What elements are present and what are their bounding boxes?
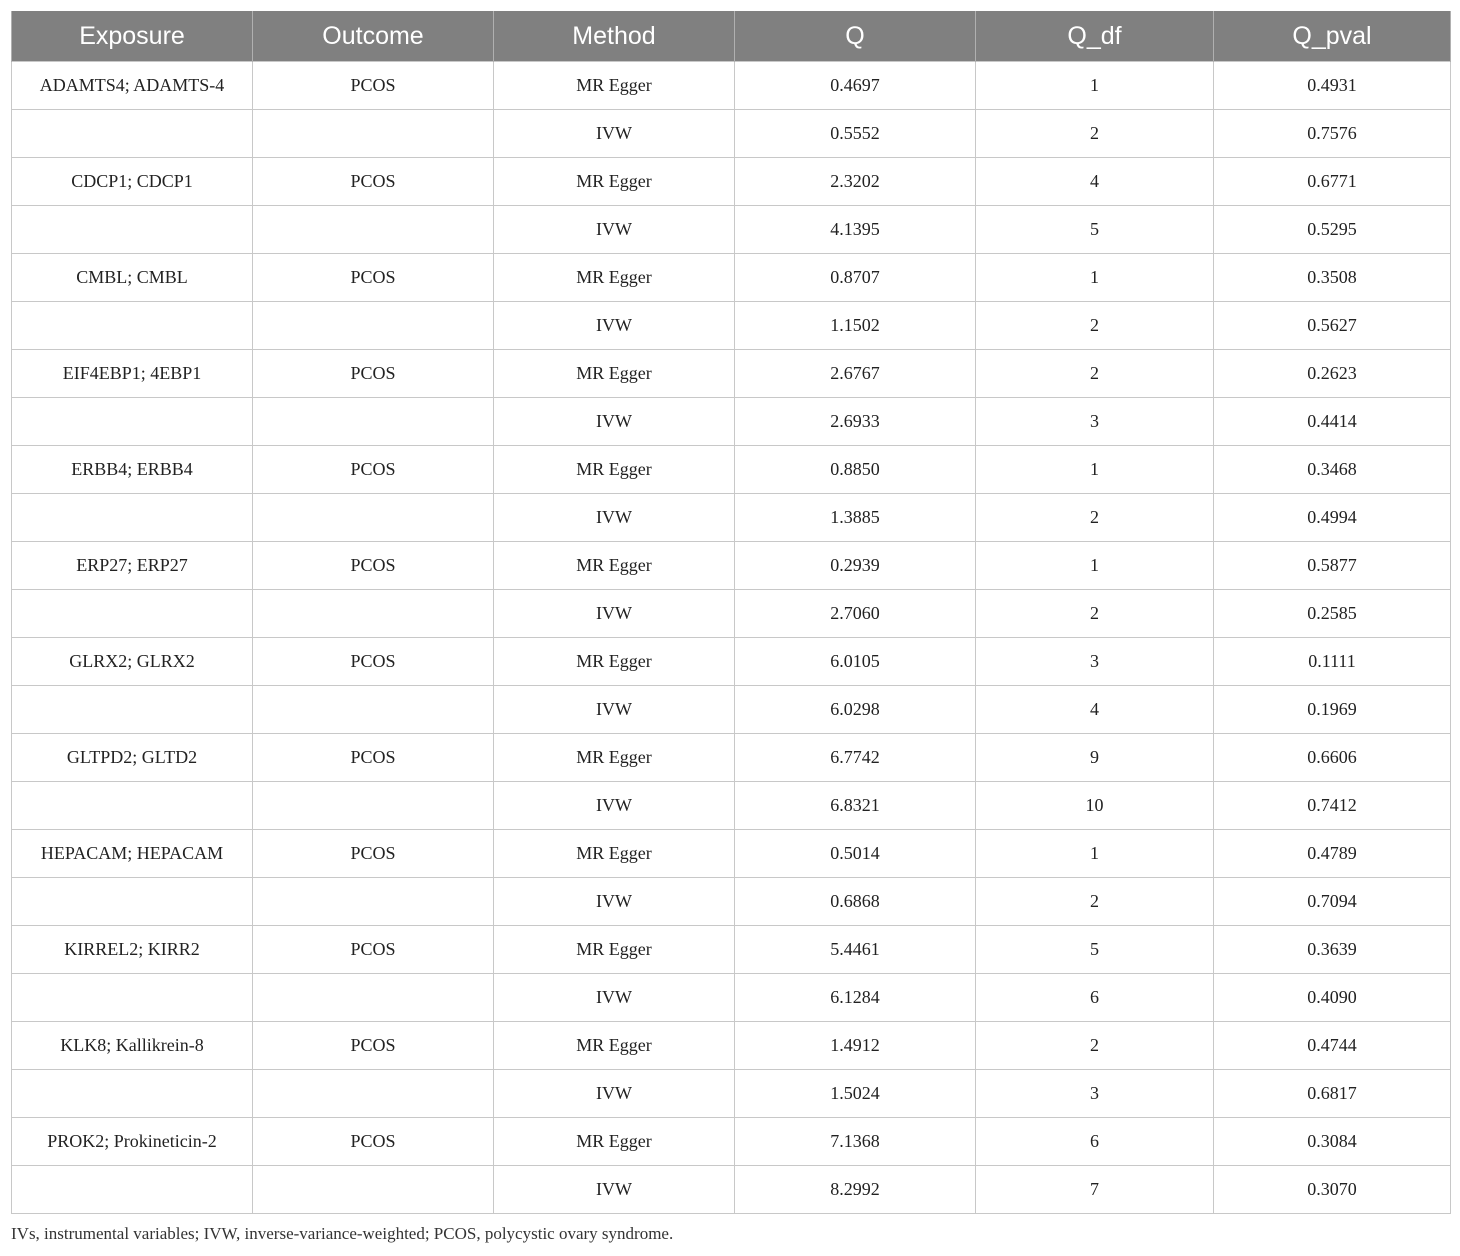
cell-outcome: PCOS: [253, 1118, 494, 1166]
cell-method: IVW: [494, 686, 735, 734]
cell-q-pval: 0.3639: [1214, 926, 1451, 974]
cell-method: IVW: [494, 110, 735, 158]
cell-exposure: [12, 110, 253, 158]
cell-q-pval: 0.3084: [1214, 1118, 1451, 1166]
cell-method: MR Egger: [494, 446, 735, 494]
cell-outcome: PCOS: [253, 734, 494, 782]
table-row: [12, 1166, 1451, 1214]
cell-method: IVW: [494, 494, 735, 542]
cell-exposure: ADAMTS4; ADAMTS-4: [12, 62, 253, 110]
cell-outcome: [253, 782, 494, 830]
cell-q-pval: 0.3508: [1214, 254, 1451, 302]
cell-outcome: [253, 686, 494, 734]
table-row: [12, 254, 1451, 302]
cell-method: MR Egger: [494, 734, 735, 782]
cell-method: MR Egger: [494, 62, 735, 110]
cell-q: 8.2992: [735, 1166, 976, 1214]
cell-q-df: 2: [976, 494, 1214, 542]
header-outcome: Outcome: [253, 11, 494, 62]
table-row: [12, 782, 1451, 830]
cell-q: 6.0105: [735, 638, 976, 686]
cell-q-df: 1: [976, 830, 1214, 878]
cell-q: 6.0298: [735, 686, 976, 734]
cell-q-df: 1: [976, 254, 1214, 302]
cell-q-df: 2: [976, 878, 1214, 926]
cell-exposure: GLTPD2; GLTD2: [12, 734, 253, 782]
table-header: [12, 11, 1451, 62]
table-row: [12, 446, 1451, 494]
cell-outcome: [253, 1070, 494, 1118]
cell-q: 1.4912: [735, 1022, 976, 1070]
cell-q-pval: 0.4994: [1214, 494, 1451, 542]
cell-q-df: 3: [976, 638, 1214, 686]
cell-method: IVW: [494, 398, 735, 446]
cell-method: IVW: [494, 1166, 735, 1214]
cell-q-df: 4: [976, 686, 1214, 734]
table-footnote: IVs, instrumental variables; IVW, inverse-variance-weighted; PCOS, polycystic ovary syndrome.: [11, 1224, 674, 1243]
cell-outcome: [253, 878, 494, 926]
cell-exposure: [12, 878, 253, 926]
cell-q-df: 5: [976, 926, 1214, 974]
cell-outcome: PCOS: [253, 158, 494, 206]
cell-outcome: PCOS: [253, 446, 494, 494]
header-q-df: Q_df: [976, 11, 1214, 62]
header-q-pval: Q_pval: [1214, 11, 1451, 62]
cell-q: 0.8850: [735, 446, 976, 494]
table-row: [12, 686, 1451, 734]
cell-outcome: PCOS: [253, 542, 494, 590]
results-table-container: [11, 11, 1450, 1214]
cell-outcome: PCOS: [253, 830, 494, 878]
cell-q: 4.1395: [735, 206, 976, 254]
cell-method: MR Egger: [494, 1118, 735, 1166]
cell-q-pval: 0.1111: [1214, 638, 1451, 686]
cell-exposure: [12, 1166, 253, 1214]
table-row: [12, 926, 1451, 974]
cell-q-df: 2: [976, 302, 1214, 350]
table-row: [12, 974, 1451, 1022]
cell-q-pval: 0.6817: [1214, 1070, 1451, 1118]
cell-q-pval: 0.7094: [1214, 878, 1451, 926]
cell-method: MR Egger: [494, 350, 735, 398]
cell-outcome: [253, 110, 494, 158]
cell-method: IVW: [494, 974, 735, 1022]
cell-q: 0.6868: [735, 878, 976, 926]
cell-q-df: 1: [976, 62, 1214, 110]
cell-outcome: [253, 590, 494, 638]
cell-q-df: 6: [976, 1118, 1214, 1166]
cell-exposure: GLRX2; GLRX2: [12, 638, 253, 686]
cell-exposure: ERP27; ERP27: [12, 542, 253, 590]
cell-method: IVW: [494, 1070, 735, 1118]
cell-outcome: [253, 974, 494, 1022]
cell-outcome: [253, 398, 494, 446]
cell-method: MR Egger: [494, 542, 735, 590]
cell-q-df: 2: [976, 1022, 1214, 1070]
cell-q: 2.6767: [735, 350, 976, 398]
cell-method: IVW: [494, 206, 735, 254]
cell-method: MR Egger: [494, 638, 735, 686]
table-row: [12, 302, 1451, 350]
cell-exposure: [12, 590, 253, 638]
cell-q-pval: 0.4744: [1214, 1022, 1451, 1070]
cell-q-pval: 0.3070: [1214, 1166, 1451, 1214]
cell-q-df: 9: [976, 734, 1214, 782]
cell-method: MR Egger: [494, 158, 735, 206]
cell-q-pval: 0.2623: [1214, 350, 1451, 398]
cell-q: 6.8321: [735, 782, 976, 830]
cell-q-pval: 0.4789: [1214, 830, 1451, 878]
table-row: [12, 110, 1451, 158]
cell-outcome: PCOS: [253, 926, 494, 974]
cell-q-df: 4: [976, 158, 1214, 206]
cell-outcome: [253, 1166, 494, 1214]
table-row: [12, 1070, 1451, 1118]
cell-q-df: 3: [976, 398, 1214, 446]
cell-exposure: [12, 686, 253, 734]
cell-q-df: 2: [976, 110, 1214, 158]
header-q: Q: [735, 11, 976, 62]
cell-q: 6.1284: [735, 974, 976, 1022]
cell-method: IVW: [494, 302, 735, 350]
table-row: [12, 350, 1451, 398]
table-row: [12, 638, 1451, 686]
cell-exposure: [12, 206, 253, 254]
cell-exposure: [12, 398, 253, 446]
cell-exposure: KIRREL2; KIRR2: [12, 926, 253, 974]
cell-exposure: [12, 302, 253, 350]
cell-outcome: [253, 206, 494, 254]
cell-outcome: PCOS: [253, 638, 494, 686]
table-body: [12, 62, 1451, 1214]
cell-q-pval: 0.5877: [1214, 542, 1451, 590]
cell-q-pval: 0.5627: [1214, 302, 1451, 350]
header-exposure: Exposure: [12, 11, 253, 62]
table-row: [12, 830, 1451, 878]
cell-exposure: CDCP1; CDCP1: [12, 158, 253, 206]
cell-q-pval: 0.2585: [1214, 590, 1451, 638]
header-row: [12, 11, 1451, 62]
cell-q-pval: 0.4931: [1214, 62, 1451, 110]
cell-exposure: CMBL; CMBL: [12, 254, 253, 302]
cell-method: IVW: [494, 878, 735, 926]
cell-method: MR Egger: [494, 1022, 735, 1070]
cell-q: 0.8707: [735, 254, 976, 302]
cell-q-df: 2: [976, 590, 1214, 638]
cell-method: MR Egger: [494, 830, 735, 878]
cell-exposure: ERBB4; ERBB4: [12, 446, 253, 494]
cell-method: MR Egger: [494, 926, 735, 974]
cell-q: 2.7060: [735, 590, 976, 638]
cell-q: 0.4697: [735, 62, 976, 110]
table-row: [12, 494, 1451, 542]
table-row: [12, 734, 1451, 782]
cell-q: 0.5552: [735, 110, 976, 158]
cell-q-pval: 0.6606: [1214, 734, 1451, 782]
cell-q-df: 1: [976, 446, 1214, 494]
cell-exposure: HEPACAM; HEPACAM: [12, 830, 253, 878]
cell-q: 7.1368: [735, 1118, 976, 1166]
cell-q-pval: 0.4414: [1214, 398, 1451, 446]
cell-q-df: 10: [976, 782, 1214, 830]
cell-q-df: 3: [976, 1070, 1214, 1118]
cell-q-pval: 0.7576: [1214, 110, 1451, 158]
table-row: [12, 62, 1451, 110]
cell-q-pval: 0.3468: [1214, 446, 1451, 494]
cell-method: IVW: [494, 590, 735, 638]
cell-outcome: [253, 494, 494, 542]
heterogeneity-table: [11, 11, 1451, 1214]
cell-q: 6.7742: [735, 734, 976, 782]
table-row: [12, 158, 1451, 206]
table-row: [12, 542, 1451, 590]
table-row: [12, 206, 1451, 254]
cell-q: 1.3885: [735, 494, 976, 542]
cell-q-pval: 0.7412: [1214, 782, 1451, 830]
cell-q-df: 1: [976, 542, 1214, 590]
cell-exposure: [12, 1070, 253, 1118]
cell-exposure: [12, 782, 253, 830]
cell-outcome: PCOS: [253, 62, 494, 110]
cell-q: 2.3202: [735, 158, 976, 206]
cell-q: 0.5014: [735, 830, 976, 878]
cell-q: 1.1502: [735, 302, 976, 350]
cell-q-df: 2: [976, 350, 1214, 398]
cell-q-pval: 0.4090: [1214, 974, 1451, 1022]
cell-q: 2.6933: [735, 398, 976, 446]
cell-outcome: PCOS: [253, 254, 494, 302]
cell-q-pval: 0.6771: [1214, 158, 1451, 206]
table-row: [12, 398, 1451, 446]
cell-outcome: PCOS: [253, 350, 494, 398]
cell-q: 0.2939: [735, 542, 976, 590]
table-row: [12, 1118, 1451, 1166]
cell-exposure: KLK8; Kallikrein-8: [12, 1022, 253, 1070]
cell-q-df: 5: [976, 206, 1214, 254]
cell-method: IVW: [494, 782, 735, 830]
cell-q: 5.4461: [735, 926, 976, 974]
cell-q-pval: 0.1969: [1214, 686, 1451, 734]
table-row: [12, 1022, 1451, 1070]
header-method: Method: [494, 11, 735, 62]
table-row: [12, 878, 1451, 926]
cell-q-df: 6: [976, 974, 1214, 1022]
table-row: [12, 590, 1451, 638]
cell-exposure: PROK2; Prokineticin-2: [12, 1118, 253, 1166]
cell-method: MR Egger: [494, 254, 735, 302]
cell-exposure: EIF4EBP1; 4EBP1: [12, 350, 253, 398]
cell-outcome: [253, 302, 494, 350]
cell-exposure: [12, 494, 253, 542]
cell-q: 1.5024: [735, 1070, 976, 1118]
cell-q-pval: 0.5295: [1214, 206, 1451, 254]
cell-outcome: PCOS: [253, 1022, 494, 1070]
cell-exposure: [12, 974, 253, 1022]
cell-q-df: 7: [976, 1166, 1214, 1214]
